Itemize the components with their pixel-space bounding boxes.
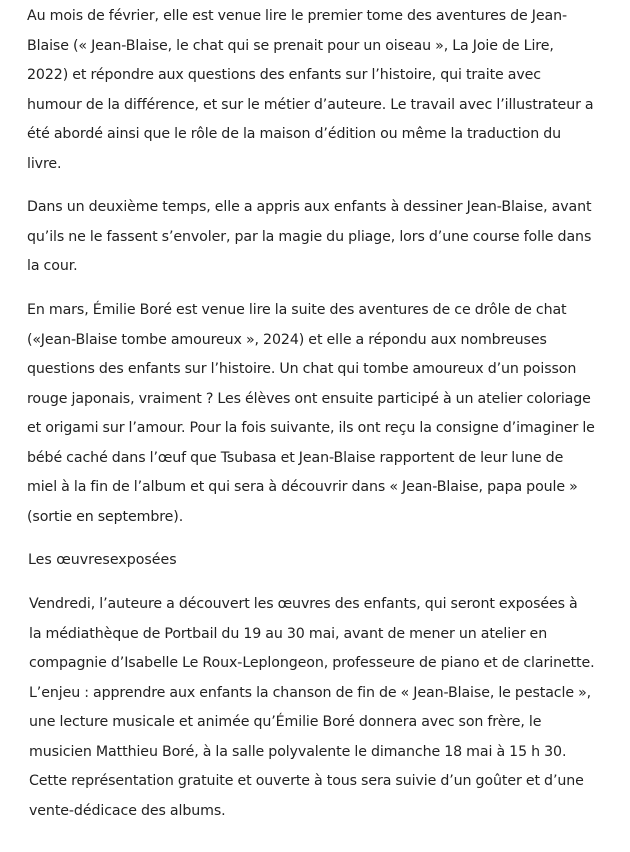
text-line: vente-dédicace des albums. [29, 802, 226, 819]
text-line: rouge japonais, vraiment ? Les élèves ont ensuite participé à un atelier coloriage [27, 390, 591, 407]
text-line: Dans un deuxième temps, elle a appris aux enfants à dessiner Jean-Blaise, avant [27, 199, 592, 215]
text-line: Blaise (« Jean-Blaise, le chat qui se prenait pour un oiseau », La Joie de Lire, [27, 37, 554, 54]
text-line: Cette représentation gratuite et ouverte à tous sera suivie d’un goûter et d’une [29, 773, 584, 789]
section-subheading: Les œuvresexposées [28, 552, 177, 568]
paragraph-exhibition [29, 590, 595, 826]
paragraph-first-visit [27, 2, 594, 179]
text-line: (sortie en septembre). [27, 508, 184, 525]
paragraph-second-visit [27, 296, 595, 532]
text-line: («Jean-Blaise tombe amoureux », 2024) et elle a répondu aux nombreuses [27, 331, 547, 348]
text-line: livre. [27, 155, 62, 172]
text-line: la cour. [27, 258, 78, 274]
text-line: musicien Matthieu Boré, à la salle polyvalente le dimanche 18 mai à 15 h 30. [29, 743, 567, 760]
paragraph-drawing-workshop [27, 193, 592, 282]
text-line: une lecture musicale et animée qu’Émilie Boré donnera avec son frère, le [29, 714, 542, 730]
text-line: et origami sur l’amour. Pour la fois suivante, ils ont reçu la consigne d’imaginer le [27, 420, 595, 436]
text-line: bébé caché dans l’œuf que Tsubasa et Jean-Blaise rapportent de leur lune de [27, 449, 564, 466]
text-line: qu’ils ne le fassent s’envoler, par la magie du pliage, lors d’une course folle dans [27, 228, 592, 245]
text-line: été abordé ainsi que le rôle de la maison d’édition ou même la traduction du [27, 126, 562, 142]
text-line: humour de la différence, et sur le métier d’auteure. Le travail avec l’illustrateur a [27, 96, 594, 113]
text-line: 2022) et répondre aux questions des enfants sur l’histoire, qui traite avec [27, 67, 541, 83]
text-line: compagnie d’Isabelle Le Roux-Leplongeon, professeure de piano et de clarinette. [29, 655, 595, 671]
text-line: la médiathèque de Portbail du 19 au 30 mai, avant de mener un atelier en [29, 625, 548, 642]
text-line: Au mois de février, elle est venue lire le premier tome des aventures de Jean- [27, 8, 567, 24]
text-line: En mars, Émilie Boré est venue lire la suite des aventures de ce drôle de chat [27, 302, 567, 318]
text-line: questions des enfants sur l’histoire. Un chat qui tombe amoureux d’un poisson [27, 361, 577, 377]
text-line: Vendredi, l’auteure a découvert les œuvres des enfants, qui seront exposées à [29, 596, 578, 612]
text-line: L’enjeu : apprendre aux enfants la chanson de fin de « Jean-Blaise, le pestacle », [29, 684, 592, 701]
text-line: miel à la fin de l’album et qui sera à découvrir dans « Jean-Blaise, papa poule » [27, 479, 578, 495]
